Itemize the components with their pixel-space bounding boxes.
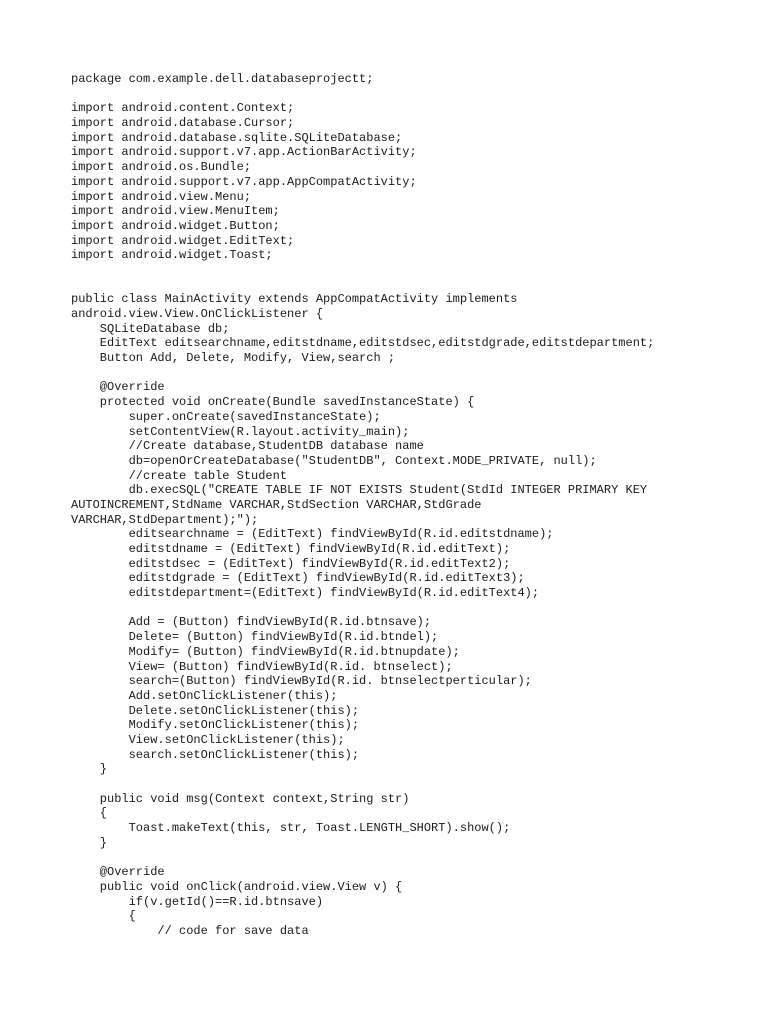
code-line: //create table Student	[71, 468, 288, 483]
code-line: search=(Button) findViewById(R.id. btnselectperticular);	[71, 674, 532, 689]
code-line: import android.view.MenuItem;	[71, 204, 280, 219]
code-line	[71, 263, 751, 278]
code-line: import android.database.sqlite.SQLiteDatabase;	[71, 130, 403, 145]
code-line: EditText editsearchname,editstdname,editstdsec,editstdgrade,editstdepartment;	[71, 336, 655, 351]
code-line: editsearchname = (EditText) findViewById(R.id.editstdname);	[71, 527, 554, 542]
code-line: search.setOnClickListener(this);	[71, 747, 360, 762]
code-line	[71, 601, 751, 616]
code-listing	[71, 72, 751, 939]
code-line: android.view.View.OnClickListener {	[71, 307, 324, 321]
code-line: Modify= (Button) findViewById(R.id.btnupdate);	[71, 644, 460, 659]
code-line: editstdepartment=(EditText) findViewById(R.id.editText4);	[71, 586, 540, 601]
code-line: import android.view.Menu;	[71, 189, 252, 204]
code-line	[71, 777, 751, 792]
code-line: }	[71, 762, 108, 777]
code-line: View= (Button) findViewById(R.id. btnselect);	[71, 659, 453, 674]
code-line: @Override	[71, 865, 165, 880]
code-line	[71, 87, 751, 102]
code-line: setContentView(R.layout.activity_main);	[71, 424, 410, 439]
code-line: Delete= (Button) findViewById(R.id.btndel);	[71, 630, 439, 645]
code-line	[71, 366, 751, 381]
code-line: import android.widget.EditText;	[71, 233, 295, 248]
code-line: if(v.getId()==R.id.btnsave)	[71, 894, 324, 909]
code-line: db.execSQL("CREATE TABLE IF NOT EXISTS Student(StdId INTEGER PRIMARY KEY	[71, 483, 648, 498]
code-line: // code for save data	[71, 923, 309, 938]
code-line	[71, 850, 751, 865]
code-line: public void onClick(android.view.View v) {	[71, 879, 403, 894]
code-line: import android.widget.Button;	[71, 218, 280, 233]
code-line: Toast.makeText(this, str, Toast.LENGTH_SHORT).show();	[71, 821, 511, 836]
code-line: db=openOrCreateDatabase("StudentDB", Context.MODE_PRIVATE, null);	[71, 453, 597, 468]
code-line: VARCHAR,StdDepartment);");	[71, 512, 259, 527]
code-line: protected void onCreate(Bundle savedInstanceState) {	[71, 395, 475, 410]
code-line: Delete.setOnClickListener(this);	[71, 703, 360, 718]
code-line: Button Add, Delete, Modify, View,search ;	[71, 351, 396, 366]
code-line: editstdsec = (EditText) findViewById(R.id.editText2);	[71, 556, 511, 571]
code-line: import android.support.v7.app.AppCompatActivity;	[71, 174, 417, 189]
code-line: import android.os.Bundle;	[71, 160, 252, 175]
code-line: }	[71, 835, 108, 850]
code-line: View.setOnClickListener(this);	[71, 732, 345, 747]
code-line: editstdgrade = (EditText) findViewById(R.id.editText3);	[71, 571, 525, 586]
code-line: import android.database.Cursor;	[71, 116, 295, 131]
code-line: @Override	[71, 380, 165, 395]
code-line: SQLiteDatabase db;	[71, 321, 230, 336]
code-line: import android.content.Context;	[71, 101, 295, 116]
code-line: package com.example.dell.databaseprojectt;	[71, 72, 374, 86]
code-line: //Create database,StudentDB database name	[71, 439, 424, 454]
code-line: {	[71, 909, 136, 924]
code-line: {	[71, 806, 108, 821]
code-line: Add.setOnClickListener(this);	[71, 688, 338, 703]
code-line: public class MainActivity extends AppCompatActivity implements	[71, 292, 518, 307]
code-line: import android.support.v7.app.ActionBarActivity;	[71, 145, 417, 160]
code-line: public void msg(Context context,String str)	[71, 791, 410, 806]
code-line	[71, 278, 751, 293]
code-line: super.onCreate(savedInstanceState);	[71, 409, 381, 424]
code-line: Modify.setOnClickListener(this);	[71, 718, 360, 733]
code-line: editstdname = (EditText) findViewById(R.id.editText);	[71, 542, 511, 556]
code-line: AUTOINCREMENT,StdName VARCHAR,StdSection VARCHAR,StdGrade	[71, 497, 482, 512]
code-line: Add = (Button) findViewById(R.id.btnsave);	[71, 615, 432, 630]
code-line: import android.widget.Toast;	[71, 248, 273, 263]
